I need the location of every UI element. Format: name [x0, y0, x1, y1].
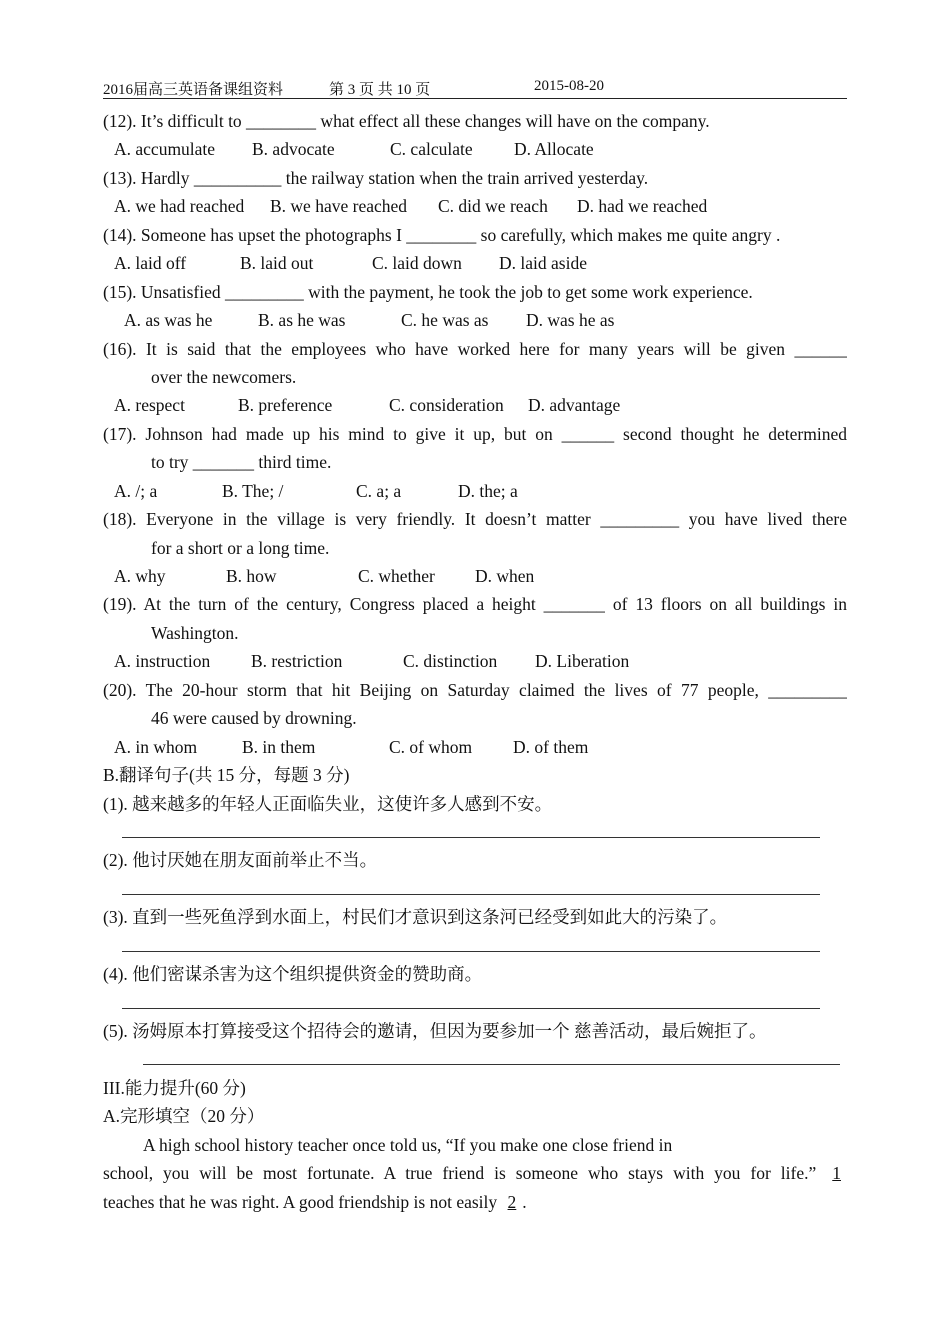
option-c: C. a; a	[356, 480, 402, 501]
option-c: C. laid down	[372, 253, 462, 274]
translation-item-2: (2). 他讨厌她在朋友面前举止不当。	[103, 850, 378, 871]
option-d: D. laid aside	[499, 253, 587, 274]
translation-item-4: (4). 他们密谋杀害为这个组织提供资金的赞助商。	[103, 964, 483, 985]
cloze-paragraph-line-2	[103, 1159, 847, 1187]
option-a: A. respect	[114, 395, 185, 416]
option-c: C. he was as	[401, 310, 489, 331]
option-c: C. distinction	[403, 651, 498, 672]
answer-line-5[interactable]	[103, 1045, 847, 1073]
answer-line-4[interactable]	[103, 989, 847, 1017]
option-a: A. in whom	[114, 736, 198, 757]
question-14-options	[103, 249, 847, 277]
option-d: D. the; a	[458, 480, 518, 501]
option-a: A. laid off	[114, 253, 187, 274]
question-17-options	[103, 477, 847, 505]
page-header	[103, 75, 847, 99]
cloze-text: school, you will be most fortunate. A true friend is someone who stays with you for life.”	[103, 1163, 817, 1184]
option-c: C. whether	[358, 566, 435, 586]
option-b: B. in them	[242, 736, 316, 757]
header-date: 2015-08-20	[534, 78, 604, 94]
question-19-options	[103, 647, 847, 675]
question-12-options	[103, 135, 847, 163]
option-a: A. as was he	[124, 310, 213, 331]
question-15: (15). Unsatisfied _________ with the payment, he took the job to get some work experience.	[103, 281, 753, 302]
question-16: (16). It is said that the employees who have worked here for many years will be given ______	[103, 338, 847, 359]
translation-item-1: (1). 越来越多的年轻人正面临失业，这使许多人感到不安。	[103, 793, 553, 814]
option-b: B. how	[226, 566, 277, 586]
option-d: D. had we reached	[577, 196, 708, 217]
question-19-continued: Washington.	[151, 622, 239, 643]
option-c: C. consideration	[389, 395, 504, 416]
question-13-options	[103, 192, 847, 220]
option-d: D. Liberation	[535, 651, 630, 672]
option-b: B. we have reached	[270, 196, 408, 217]
option-a: A. accumulate	[114, 139, 216, 160]
question-18: (18). Everyone in the village is very friendly. It doesn’t matter _________ you have lived there	[103, 509, 847, 530]
question-20: (20). The 20-hour storm that hit Beijing on Saturday claimed the lives of 77 people, _________	[103, 679, 847, 700]
option-a: A. why	[114, 566, 166, 586]
option-b: B. The; /	[222, 480, 284, 501]
page-content	[103, 107, 847, 1216]
question-17-continued: to try _______ third time.	[151, 452, 332, 473]
option-c: C. of whom	[389, 736, 473, 757]
option-a: A. instruction	[114, 651, 211, 672]
option-d: D. was he as	[526, 310, 615, 331]
header-title: 2016届高三英语备课组资料	[103, 82, 284, 98]
cloze-text: teaches that he was right. A good friendship is not easily	[103, 1191, 498, 1212]
question-19: (19). At the turn of the century, Congress placed a height _______ of 13 floors on all buildings in	[103, 594, 847, 615]
option-d: D. Allocate	[514, 139, 594, 160]
question-18-options	[103, 562, 847, 590]
question-13: (13). Hardly __________ the railway station when the train arrived yesterday.	[103, 167, 649, 188]
answer-line-2[interactable]	[103, 875, 847, 903]
cloze-paragraph-line-3	[103, 1188, 847, 1216]
option-d: D. of them	[513, 736, 589, 757]
cloze-blank-2[interactable]: 2	[507, 1191, 517, 1212]
question-15-options	[103, 306, 847, 334]
question-20-options	[103, 733, 847, 761]
cloze-paragraph-line-1: A high school history teacher once told us, “If you make one close friend in	[143, 1134, 673, 1155]
document-page	[103, 75, 847, 1216]
question-20-continued: 46 were caused by drowning.	[151, 708, 357, 729]
option-c: C. did we reach	[438, 196, 548, 217]
translation-item-3: (3). 直到一些死鱼浮到水面上，村民们才意识到这条河已经受到如此大的污染了。	[103, 907, 728, 928]
option-b: B. as he was	[258, 310, 346, 331]
cloze-title: A.完形填空（20 分）	[103, 1106, 265, 1127]
translation-item-5: (5). 汤姆原本打算接受这个招待会的邀请，但因为要参加一个 慈善活动，最后婉拒了。	[103, 1021, 767, 1041]
option-a: A. /; a	[114, 480, 158, 501]
option-b: B. laid out	[240, 253, 314, 274]
option-c: C. calculate	[390, 139, 473, 160]
option-b: B. advocate	[252, 139, 335, 160]
option-a: A. we had reached	[114, 196, 245, 217]
answer-line-3[interactable]	[103, 932, 847, 960]
option-d: D. when	[475, 566, 535, 586]
section-iii-title: III.能力提升(60 分)	[103, 1077, 246, 1098]
option-b: B. restriction	[251, 651, 343, 672]
section-b-title: B.翻译句子(共 15 分，每题 3 分)	[103, 765, 350, 786]
cloze-period: .	[522, 1191, 527, 1212]
question-12: (12). It’s difficult to ________ what effect all these changes will have on the company.	[103, 111, 710, 131]
question-16-options	[103, 391, 847, 419]
question-17: (17). Johnson had made up his mind to give it up, but on ______ second thought he determined	[103, 423, 847, 444]
question-16-continued: over the newcomers.	[151, 366, 297, 387]
question-18-continued: for a short or a long time.	[151, 537, 330, 558]
option-b: B. preference	[238, 395, 333, 416]
cloze-blank-1[interactable]: 1	[832, 1163, 841, 1184]
answer-line-1[interactable]	[103, 818, 847, 846]
header-page-number: 第 3 页 共 10 页	[329, 82, 431, 98]
option-d: D. advantage	[528, 395, 621, 416]
question-14: (14). Someone has upset the photographs I ________ so carefully, which makes me quite angry .	[103, 224, 781, 245]
